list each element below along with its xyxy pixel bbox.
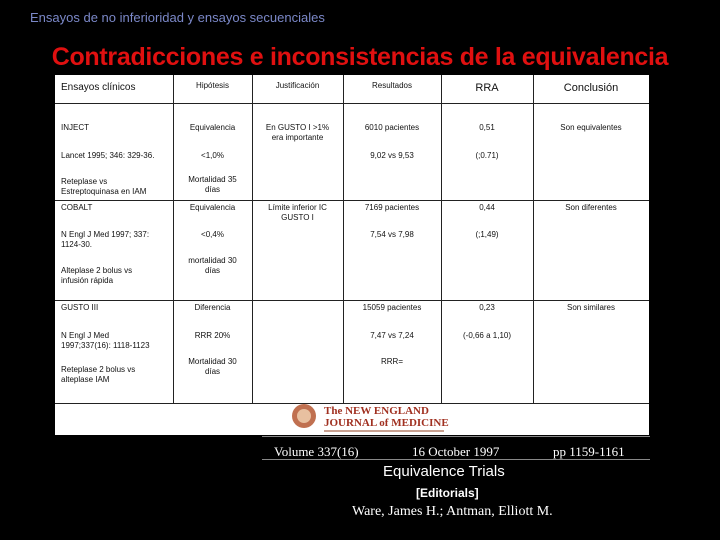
rra-cobalt: 0,44 — [479, 203, 495, 212]
citation-volume: Volume 337(16) — [274, 444, 359, 459]
rra-gusto: 0,23 — [479, 303, 495, 312]
header-results: Resultados — [371, 81, 413, 90]
justification-cobalt: Límite inferior IC GUSTO I — [268, 203, 327, 222]
row-divider — [55, 200, 649, 201]
hypothesis-cobalt: Equivalencia — [189, 203, 236, 212]
header-justification: Justificación — [275, 81, 320, 90]
patients-cobalt: 7169 pacientes — [364, 203, 420, 212]
margin-gusto: RRR 20% — [194, 331, 231, 340]
endpoint-cobalt: mortalidad 30 días — [188, 256, 237, 275]
rra-ci-gusto: (-0,66 a 1,10) — [462, 331, 512, 340]
rrr-gusto: RRR= — [380, 357, 403, 366]
patients-gusto: 15059 pacientes — [362, 303, 422, 312]
mortality-cobalt: 7,54 vs 7,98 — [370, 230, 414, 239]
trial-drugs-gusto: Reteplase 2 bolus vs alteplase IAM — [61, 365, 136, 384]
journal-name-line1: The NEW ENGLAND — [324, 405, 429, 417]
patients-inject: 6010 pacientes — [364, 123, 420, 132]
hypothesis-gusto: Diferencia — [194, 303, 231, 312]
justification-inject: En GUSTO I >1% era importante — [265, 123, 330, 142]
mortality-gusto: 7,47 vs 7,24 — [370, 331, 414, 340]
margin-cobalt: <0,4% — [201, 230, 224, 239]
seal-icon — [292, 404, 316, 428]
trial-ref-gusto: N Engl J Med 1997;337(16): 1118-1123 — [61, 331, 150, 350]
rra-ci-inject: (;0.71) — [475, 151, 499, 160]
endpoint-inject: Mortalidad 35 días — [188, 175, 237, 194]
row-divider — [55, 300, 649, 301]
trial-drugs-cobalt: Alteplase 2 bolus vs infusión rápida — [61, 266, 133, 285]
article-title: Equivalence Trials — [383, 463, 505, 480]
trial-name-inject: INJECT — [61, 123, 89, 132]
trial-ref-inject: Lancet 1995; 346: 329-36. — [61, 151, 155, 160]
header-trials: Ensayos clínicos — [61, 82, 136, 93]
trial-drugs-inject: Reteplase vs Estreptoquinasa en IAM — [61, 177, 147, 196]
article-authors: Ware, James H.; Antman, Elliott M. — [352, 504, 553, 519]
trial-ref-cobalt: N Engl J Med 1997; 337: 1124-30. — [61, 230, 150, 249]
header-hypothesis: Hipótesis — [196, 81, 229, 90]
header-rra: RRA — [475, 82, 499, 94]
slide-subtitle: Ensayos de no inferioridad y ensayos secuenciales — [30, 10, 325, 25]
rra-ci-cobalt: (;1,49) — [475, 230, 499, 239]
conclusion-gusto: Son similares — [566, 303, 615, 312]
slide-title: Contradicciones e inconsistencias de la equivalencia — [51, 43, 669, 71]
citation-rule-bottom — [262, 459, 650, 460]
mortality-inject: 9,02 vs 9,53 — [370, 151, 414, 160]
citation-date: 16 October 1997 — [412, 444, 500, 459]
header-conclusion: Conclusión — [563, 82, 619, 94]
article-section: [Editorials] — [416, 486, 479, 500]
trial-name-cobalt: COBALT — [61, 203, 93, 212]
trial-name-gusto: GUSTO III — [61, 303, 99, 312]
margin-inject: <1,0% — [201, 151, 224, 160]
conclusion-inject: Son equivalentes — [560, 123, 622, 132]
rra-inject: 0,51 — [479, 123, 495, 132]
row-divider — [55, 103, 649, 104]
trials-table — [55, 75, 649, 435]
hypothesis-inject: Equivalencia — [189, 123, 236, 132]
journal-name-line2: JOURNAL of MEDICINE — [324, 417, 449, 429]
citation-rule-top — [262, 436, 650, 437]
journal-logo — [292, 404, 452, 436]
endpoint-gusto: Mortalidad 30 días — [188, 357, 237, 376]
citation-pages: pp 1159-1161 — [553, 444, 625, 459]
journal-fine-print — [324, 430, 444, 432]
conclusion-cobalt: Son diferentes — [565, 203, 617, 212]
